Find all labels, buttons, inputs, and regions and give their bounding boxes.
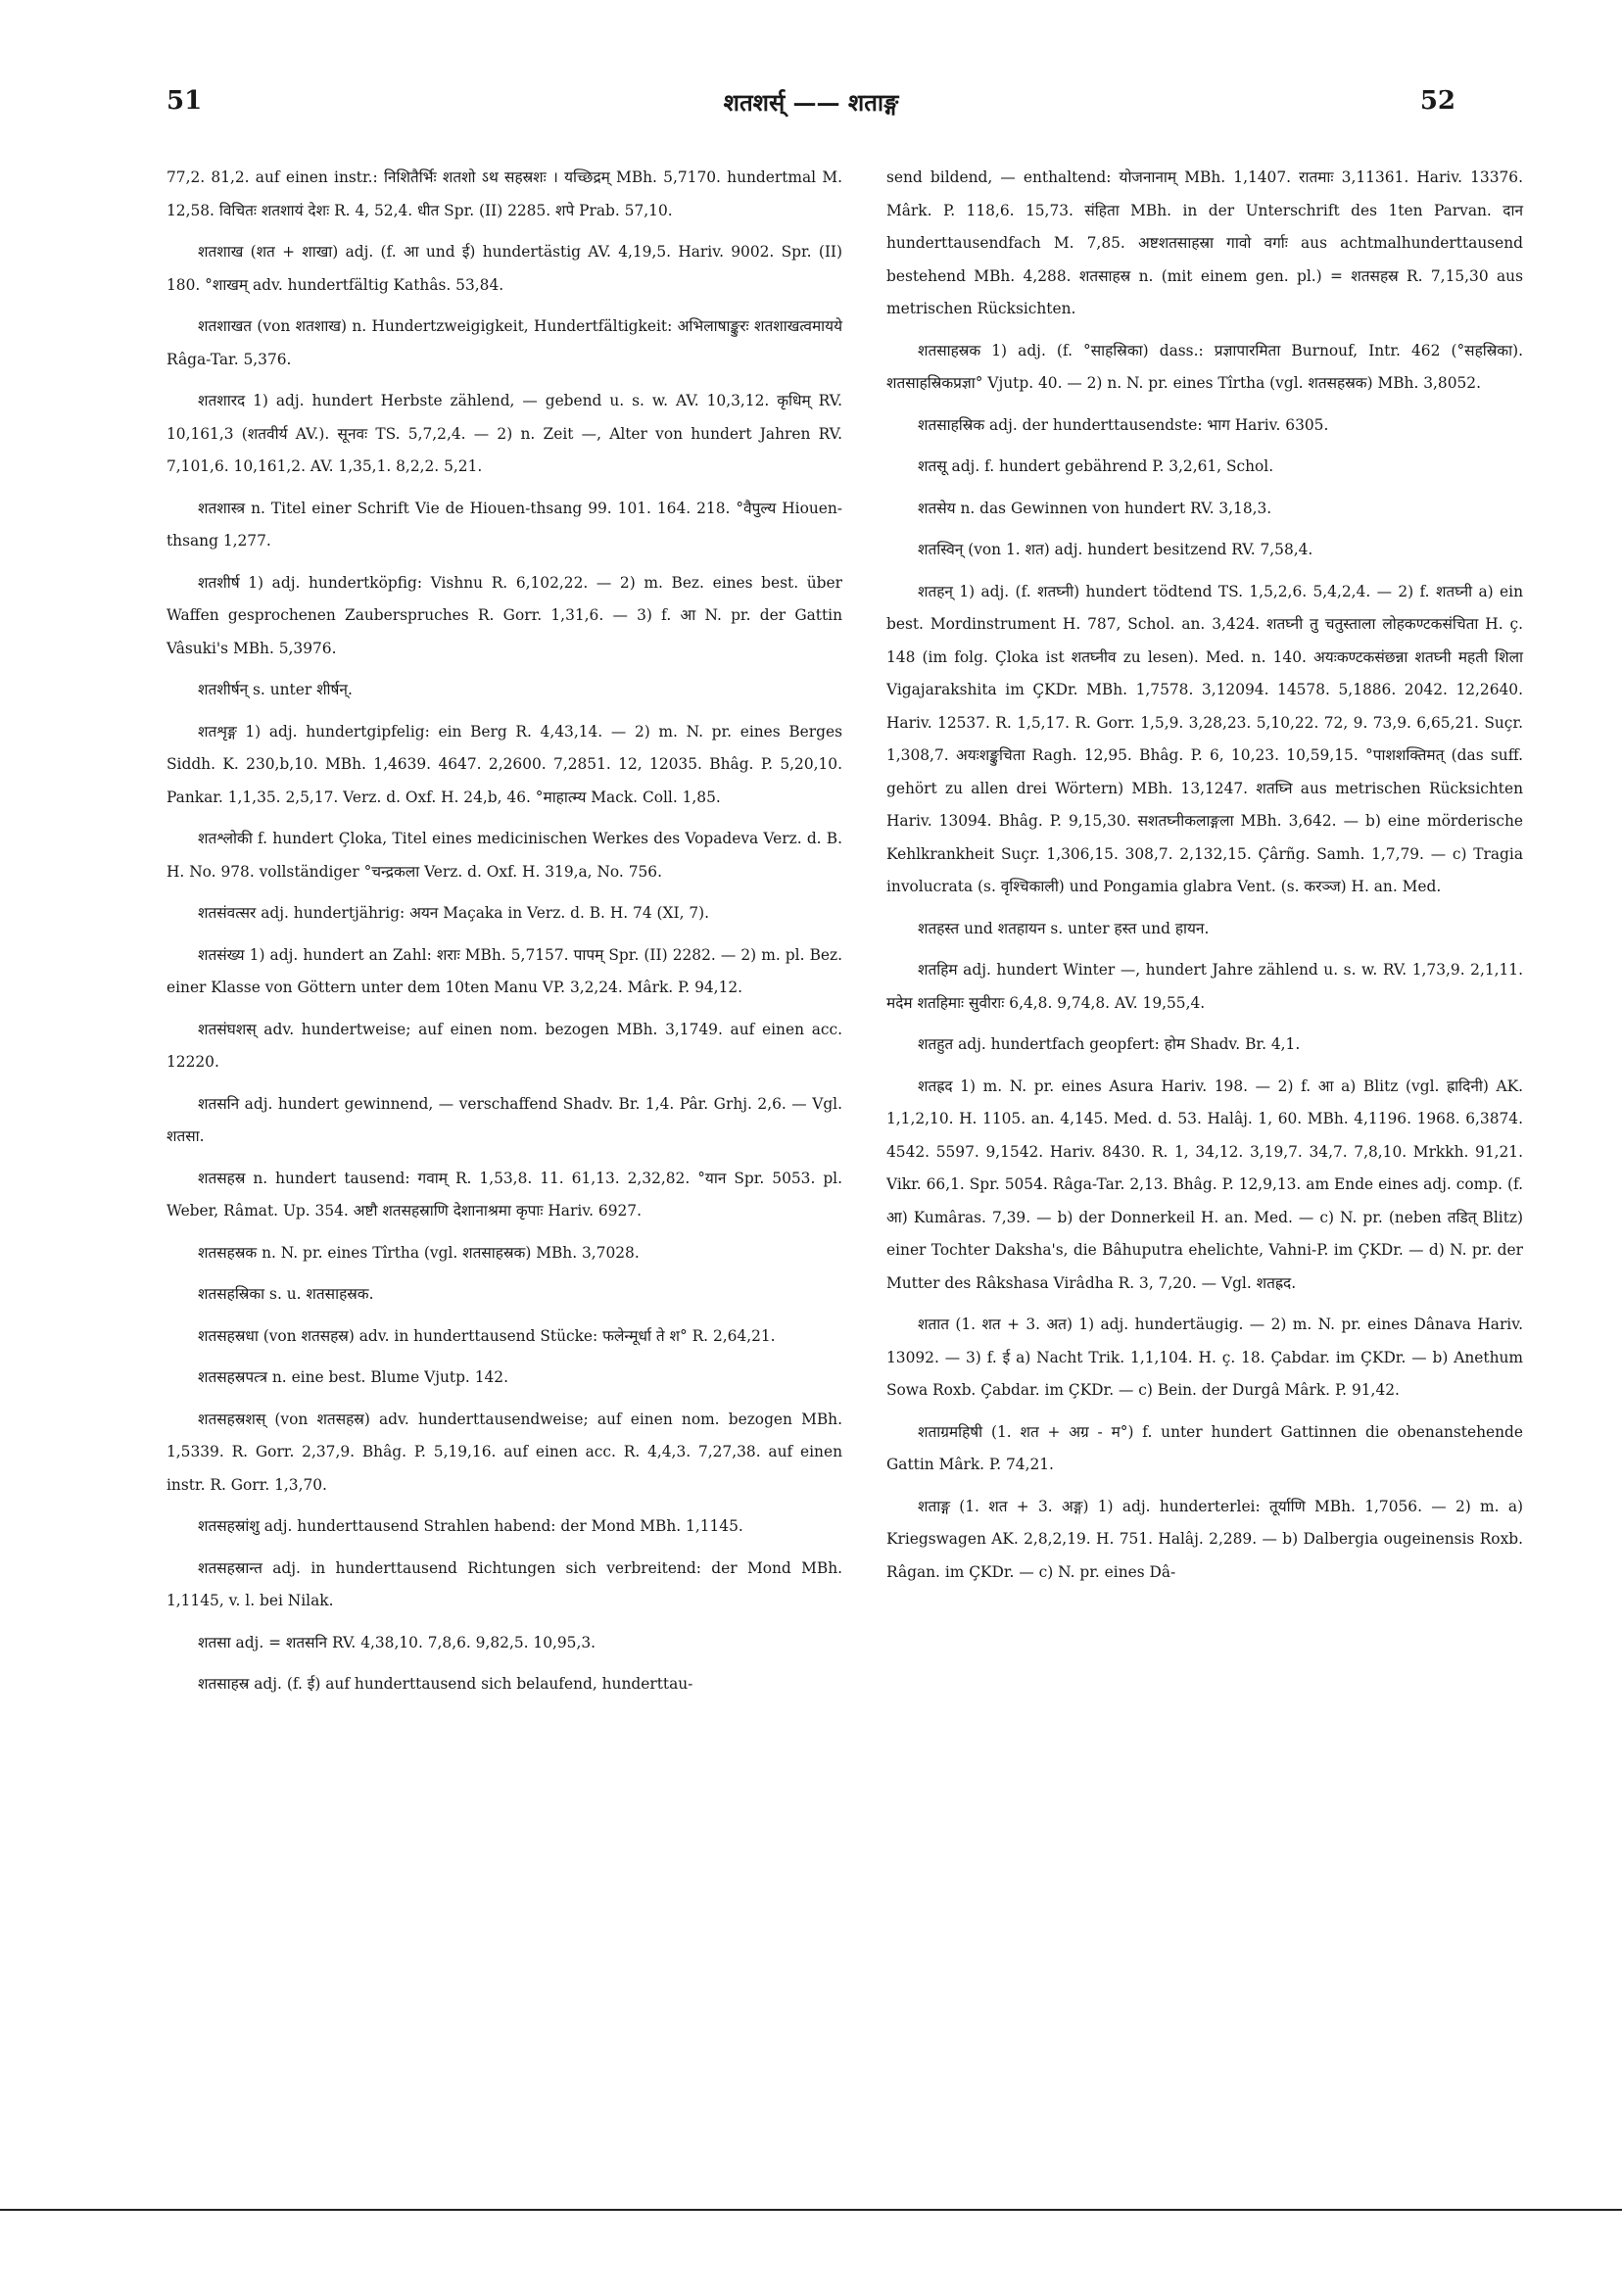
dictionary-entry: शतसहस्रधा (von शतसहस्र) adv. in hunderttausend Stücke: फलेन्मूर्धा ते श° R. 2,64,21.	[198, 1326, 776, 1345]
dictionary-entry: शतसहस्रिका s. u. शतसाहस्रक.	[198, 1285, 374, 1303]
dictionary-entry: 77,2. 81,2. auf einen instr.: निशितैर्भिः शतशो ऽथ सहस्रशः । यच्छिद्रम् MBh. 5,7170. hundertmal M. 12,58. विचितः शतशायं देशः R. 4, 52,4. धीत Spr. (II) 2285. शपे Prab. 57,10.	[167, 168, 842, 219]
dictionary-entry: शतसेय n. das Gewinnen von hundert RV. 3,18,3.	[918, 499, 1272, 517]
dictionary-entry: शतश्लोकी f. hundert Çloka, Titel eines medicinischen Werkes des Vopadeva Verz. d. B. H. No. 978. vollständiger °चन्द्रकला Verz. d. Oxf. H. 319,a, No. 756.	[167, 830, 842, 881]
dictionary-entry: शतसंख्य 1) adj. hundert an Zahl: शराः MBh. 5,7157. पापम् Spr. (II) 2282. — 2) m. pl. Bez. einer Klasse von Göttern unter dem 10ten Manu VP. 3,2,24. Mârk. P. 94,12.	[167, 945, 842, 996]
dictionary-entry: शतशाखत (von शतशाख) n. Hundertzweigigkeit, Hundertfältigkeit: अभिलाषाङ्कुरः शतशाखत्वमायये Râga-Tar. 5,376.	[167, 317, 842, 368]
dictionary-entry: शतसहस्रशस् (von शतसहस्र) adv. hunderttausendweise; auf einen nom. bezogen MBh. 1,5339. R. Gorr. 2,37,9. Bhâg. P. 5,19,16. auf einen acc. R. 4,4,3. 7,27,38. auf einen instr. R. Gorr. 1,3,70.	[167, 1410, 842, 1494]
running-head: शतशर्स् —— शताङ्ग	[723, 88, 899, 117]
dictionary-entry: शतसंघशस् adv. hundertweise; auf einen nom. bezogen MBh. 3,1749. auf einen acc. 12220.	[167, 1020, 842, 1071]
dictionary-entry: शतशीर्ष 1) adj. hundertköpfig: Vishnu R. 6,102,22. — 2) m. Bez. eines best. über Waffen gesprochenen Zauberspruches R. Gorr. 1,31,6. — 3) f. आ N. pr. der Gattin Vâsuki's MBh. 5,3976.	[167, 573, 842, 657]
dictionary-entry: शतशास्त्र n. Titel einer Schrift Vie de Hiouen-thsang 99. 101. 164. 218. °वैपुल्य Hiouen-thsang 1,277.	[167, 499, 842, 550]
dictionary-entry: शतह्रद 1) m. N. pr. eines Asura Hariv. 198. — 2) f. आ a) Blitz (vgl. ह्रादिनी) AK. 1,1,2,10. H. 1105. an. 4,145. Med. d. 53. Halâj. 1, 60. MBh. 4,1196. 1968. 6,3874. 4542. 5597. 9,1542. Hariv. 8430. R. 1, 34,12. 3,19,7. 34,7. 7,8,10. Mrkkh. 91,21. Vikr. 66,1. Spr. 5054. Râga-Tar. 2,13. Bhâg. P. 12,9,13. am Ende eines adj. comp. (f. आ) Kumâras. 7,39. — b) der Donnerkeil H. an. Med. — c) N. pr. (neben तडित् Blitz) einer Tochter Daksha's, die Bâhuputra ehelichte, Vahni-P. im ÇKDr. — d) N. pr. der Mutter des Râkshasa Virâdha R. 3, 7,20. — Vgl. शतह्रद.	[886, 1076, 1523, 1292]
dictionary-entry: शतसा adj. = शतसनि RV. 4,38,10. 7,8,6. 9,82,5. 10,95,3.	[198, 1633, 596, 1651]
dictionary-entry: शतशाख (शत + शाखा) adj. (f. आ und ई) hundertästig AV. 4,19,5. Hariv. 9002. Spr. (II) 180. °शाखम् adv. hundertfältig Kathâs. 53,84.	[167, 243, 842, 294]
right-column	[886, 162, 1523, 1598]
page-number-right: 52	[1419, 86, 1455, 116]
dictionary-entry: शताङ्ग (1. शत + 3. अङ्ग) 1) adj. hunderterlei: तूर्याणि MBh. 1,7056. — 2) m. a) Kriegswagen AK. 2,8,2,19. H. 751. Halâj. 2,289. — b) Dalbergia ougeinensis Roxb. Râgan. im ÇKDr. — c) N. pr. eines Dâ-	[886, 1497, 1523, 1581]
dictionary-entry: शतात (1. शत + 3. अत) 1) adj. hundertäugig. — 2) m. N. pr. eines Dânava Hariv. 13092. — 3) f. ई a) Nacht Trik. 1,1,104. H. ç. 18. Çabdar. im ÇKDr. — b) Anethum Sowa Roxb. Çabdar. im ÇKDr. — c) Bein. der Durgâ Mârk. P. 91,42.	[886, 1315, 1523, 1399]
dictionary-entry: शताग्रमहिषी (1. शत + अग्र - म°) f. unter hundert Gattinnen die obenanstehende Gattin Mârk. P. 74,21.	[886, 1422, 1523, 1473]
dictionary-entry: शतहिम adj. hundert Winter —, hundert Jahre zählend u. s. w. RV. 1,73,9. 2,1,11. मदेम शतहिमाः सुवीराः 6,4,8. 9,74,8. AV. 19,55,4.	[886, 961, 1523, 1012]
dictionary-entry: शतसहस्रान्त adj. in hunderttausend Richtungen sich verbreitend: der Mond MBh. 1,1145, v. l. bei Nilak.	[167, 1558, 842, 1609]
dictionary-entry: शतशृङ्ग 1) adj. hundertgipfelig: ein Berg R. 4,43,14. — 2) m. N. pr. eines Berges Siddh. K. 230,b,10. MBh. 1,4639. 4647. 2,2600. 7,2851. 12, 12035. Bhâg. P. 5,20,10. Pankar. 1,1,35. 2,5,17. Verz. d. Oxf. H. 24,b, 46. °माहात्म्य Mack. Coll. 1,85.	[167, 722, 842, 806]
dictionary-entry: शतहस्त und शतहायन s. unter हस्त und हायन.	[918, 919, 1210, 937]
page-header	[167, 86, 1455, 125]
dictionary-entry: शतशारद 1) adj. hundert Herbste zählend, — gebend u. s. w. AV. 10,3,12. कृधिम् RV. 10,161,3 (शतवीर्य AV.). सूनवः TS. 5,7,2,4. — 2) n. Zeit —, Alter von hundert Jahren RV. 7,101,6. 10,161,2. AV. 1,35,1. 8,2,2. 5,21.	[167, 392, 842, 475]
dictionary-entry: शतशीर्षन् s. unter शीर्षन्.	[198, 681, 353, 698]
dictionary-entry: शतस्विन् (von 1. शत) adj. hundert besitzend RV. 7,58,4.	[918, 541, 1313, 558]
dictionary-entry: शतसहस्रांशु adj. hunderttausend Strahlen habend: der Mond MBh. 1,1145.	[198, 1517, 743, 1535]
dictionary-entry: शतसनि adj. hundert gewinnend, — verschaffend Shadv. Br. 1,4. Pâr. Grhj. 2,6. — Vgl. शतसा.	[167, 1094, 842, 1145]
dictionary-entry: शतहुत adj. hundertfach geopfert: होम Shadv. Br. 4,1.	[918, 1035, 1301, 1053]
dictionary-entry: शतसहस्रपत्त्र n. eine best. Blume Vjutp. 142.	[198, 1368, 508, 1386]
dictionary-entry: शतसहस्र n. hundert tausend: गवाम् R. 1,53,8. 11. 61,13. 2,32,82. °यान Spr. 5053. pl. Weber, Râmat. Up. 354. अष्टौ शतसहस्राणि देशानाश्रमा कृपाः Hariv. 6927.	[167, 1169, 842, 1220]
dictionary-entry: शतसाहस्रिक adj. der hunderttausendste: भाग Hariv. 6305.	[918, 415, 1329, 434]
dictionary-entry: शतसू adj. f. hundert gebährend P. 3,2,61, Schol.	[918, 457, 1274, 475]
footer-rule	[0, 2209, 1622, 2211]
left-column	[167, 162, 842, 1710]
dictionary-entry: शतसंवत्सर adj. hundertjährig: अयन Maçaka in Verz. d. B. H. 74 (XI, 7).	[198, 904, 710, 922]
dictionary-entry: शतसहस्रक n. N. pr. eines Tîrtha (vgl. शतसाहस्रक) MBh. 3,7028.	[198, 1243, 640, 1262]
dictionary-entry: send bildend, — enthaltend: योजनानाम् MBh. 1,1407. रातमाः 3,11361. Hariv. 13376. Mârk. P. 118,6. 15,73. संहिता MBh. in der Unterschrift des 1ten Parvan. दान hunderttausendfach M. 7,85. अष्टशतसाहस्रा गावो वर्गाः aus achtmalhunderttausend bestehend MBh. 4,288. शतसाहस्र n. (mit einem gen. pl.) = शतसहस्र R. 7,15,30 aus metrischen Rücksichten.	[886, 168, 1523, 317]
dictionary-entry: शतसाहस्र adj. (f. ई) auf hunderttausend sich belaufend, hunderttau-	[198, 1675, 693, 1693]
dictionary-entry: शतसाहस्रक 1) adj. (f. °साहस्रिका) dass.: प्रज्ञापारमिता Burnouf, Intr. 462 (°सहस्रिका). शतसाहस्रिकप्रज्ञा° Vjutp. 40. — 2) n. N. pr. eines Tîrtha (vgl. शतसहस्रक) MBh. 3,8052.	[886, 341, 1523, 392]
page-number-left: 51	[167, 86, 203, 116]
dictionary-entry: शतहन् 1) adj. (f. शतघ्नी) hundert tödtend TS. 1,5,2,6. 5,4,2,4. — 2) f. शतघ्नी a) ein best. Mordinstrument H. 787, Schol. an. 3,424. शतघ्नी तु चतुस्ताला लोहकण्टकसंचिता H. ç. 148 (im folg. Çloka ist शतघ्नीव zu lesen). Med. n. 140. अयःकण्टकसंछन्ना शतघ्नी महती शिला Vigajarakshita im ÇKDr. MBh. 1,7578. 3,12094. 14578. 5,1886. 2042. 12,2640. Hariv. 12537. R. 1,5,17. R. Gorr. 1,5,9. 3,28,23. 5,10,22. 72, 9. 73,9. 6,65,21. Suçr. 1,308,7. अयःशङ्कुचिता Ragh. 12,95. Bhâg. P. 6, 10,23. 10,59,15. °पाशशक्तिमत् (das suff. gehört zu allen drei Wörtern) MBh. 13,1247. शतघ्नि aus metrischen Rücksichten Hariv. 13094. Bhâg. P. 9,15,30. सशतघ्नीकलाङ्गला MBh. 3,642. — b) eine mörderische Kehlkrankheit Suçr. 1,306,15. 308,7. 2,132,15. Çârñg. Samh. 1,7,79. — c) Tragia involucrata (s. वृश्चिकाली) und Pongamia glabra Vent. (s. करञ्ज) H. an. Med.	[886, 582, 1523, 895]
